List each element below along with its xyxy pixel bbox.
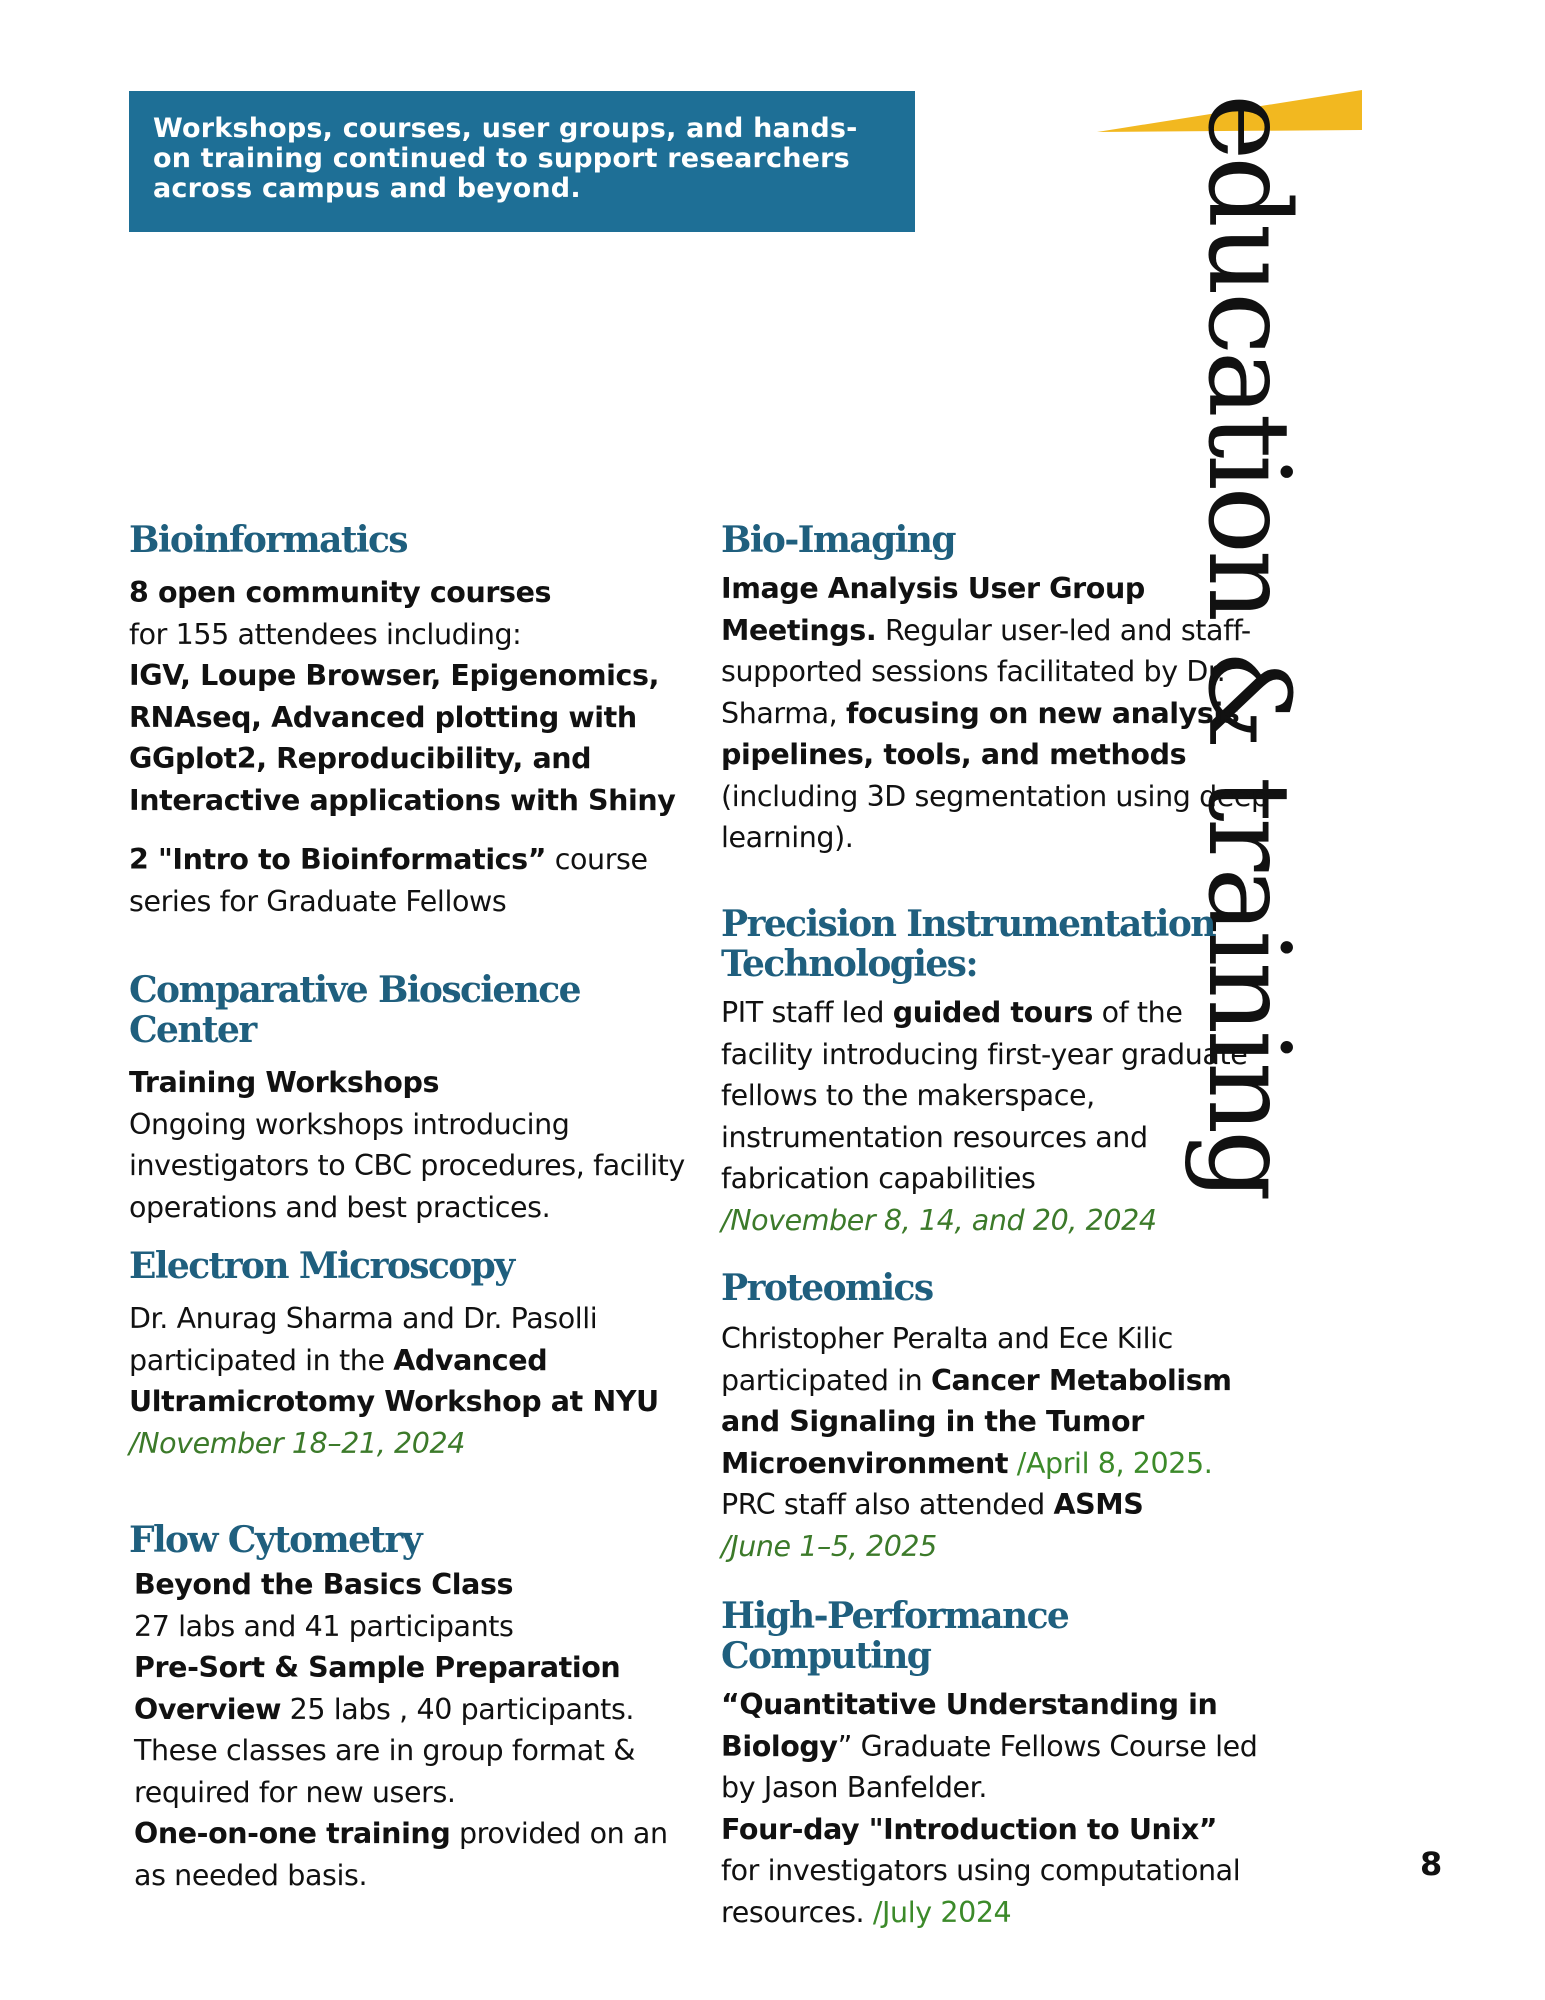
- flow-group-text: These classes are in group format & required for new users.: [134, 1734, 636, 1809]
- course-list: IGV, Loupe Browser, Epigenomics, RNAseq, Advanced plotting with GGplot2, Reproducibility, and Interactive applications with Shiny: [129, 659, 676, 817]
- intro-series-bold: 2 "Intro to Bioinformatics”: [129, 843, 547, 876]
- flow-class1-title: Beyond the Basics Class: [134, 1568, 514, 1601]
- proteomics-date2: /June 1–5, 2025: [721, 1529, 937, 1563]
- hpc-date: /July 2024: [872, 1895, 1012, 1929]
- bioinformatics-heading: Bioinformatics: [129, 519, 407, 561]
- section-hpc: [721, 1596, 1281, 1933]
- section-proteomics: [721, 1268, 1281, 1567]
- pit-heading: Precision Instrumentation Technologies:: [721, 903, 1215, 985]
- cbc-text: Ongoing workshops introducing investigators to CBC procedures, facility operations and best practices.: [129, 1107, 685, 1224]
- em-text: Dr. Anurag Sharma and Dr. Pasolli participated in the: [129, 1302, 598, 1377]
- flow-one-text: provided on an as needed basis.: [134, 1817, 668, 1892]
- flow-class1-text: 27 labs and 41 participants: [134, 1609, 514, 1643]
- bioimaging-text1: Regular user-led and staff-supported sessions facilitated by Dr. Sharma,: [721, 613, 1251, 730]
- flow-class2-title: Pre-Sort & Sample Preparation Overview: [134, 1651, 621, 1726]
- pit-date: /November 8, 14, and 20, 2024: [721, 1203, 1157, 1237]
- pit-text2: of the facility introducing first-year graduate fellows to the makerspace, instrumentation resources and fabrication capabilities: [721, 996, 1248, 1195]
- intro-text: Workshops, courses, user groups, and hands-on training continued to support researchers across campus and beyond.: [153, 113, 858, 204]
- bioimaging-bold2: focusing on new analysis pipelines, tools, and methods: [721, 696, 1240, 771]
- em-date: /November 18–21, 2024: [129, 1426, 465, 1460]
- hpc-unix-text: for investigators using computational resources.: [721, 1854, 1241, 1929]
- hpc-course-text: ” Graduate Fellows Course led by Jason Banfelder.: [721, 1729, 1258, 1804]
- section-electron-microscopy: [129, 1246, 689, 1464]
- section-pit: [721, 904, 1281, 1241]
- section-flow-cytometry: [129, 1520, 689, 1896]
- proteomics-text2: PRC staff also attended: [721, 1488, 1054, 1521]
- section-bioinformatics: [129, 520, 689, 922]
- page-number: 8: [1420, 1845, 1443, 1883]
- proteomics-text1: Christopher Peralta and Ece Kilic participated in: [721, 1322, 1173, 1397]
- side-title: education & training: [1183, 94, 1313, 1198]
- proteomics-heading: Proteomics: [721, 1267, 933, 1309]
- em-heading: Electron Microscopy: [129, 1245, 514, 1287]
- hpc-course-title: “Quantitative Understanding in Biology: [721, 1688, 1218, 1763]
- bioimaging-bold1: Image Analysis User Group Meetings.: [721, 572, 1145, 647]
- proteomics-event: Cancer Metabolism and Signaling in the Tumor Microenvironment: [721, 1363, 1232, 1480]
- bioimaging-text2: (including 3D segmentation using deep learning).: [721, 779, 1269, 854]
- bioimaging-heading: Bio-Imaging: [721, 519, 955, 561]
- cbc-subtitle: Training Workshops: [129, 1066, 440, 1099]
- flow-one-title: One-on-one training: [134, 1817, 451, 1850]
- section-cbc: [129, 970, 689, 1228]
- hpc-heading: High-Performance Computing: [721, 1595, 1069, 1677]
- flow-heading: Flow Cytometry: [129, 1519, 422, 1561]
- flow-class2-text: 25 labs , 40 participants.: [281, 1692, 635, 1726]
- hpc-unix-title: Four-day "Introduction to Unix”: [721, 1812, 1218, 1846]
- pit-tours: guided tours: [892, 996, 1093, 1029]
- cbc-heading: Comparative Bioscience Center: [129, 969, 580, 1051]
- intro-series-text: course series for Graduate Fellows: [129, 843, 648, 918]
- proteomics-asms: ASMS: [1053, 1488, 1144, 1521]
- intro-banner: [129, 91, 915, 232]
- em-workshop: Advanced Ultramicrotomy Workshop at NYU: [129, 1343, 659, 1418]
- courses-attendees: for 155 attendees including:: [129, 617, 522, 651]
- pit-text1: PIT staff led: [721, 996, 893, 1029]
- section-bio-imaging: [721, 520, 1281, 859]
- proteomics-date1: /April 8, 2025.: [1008, 1446, 1213, 1480]
- courses-count: 8 open community courses: [129, 576, 552, 609]
